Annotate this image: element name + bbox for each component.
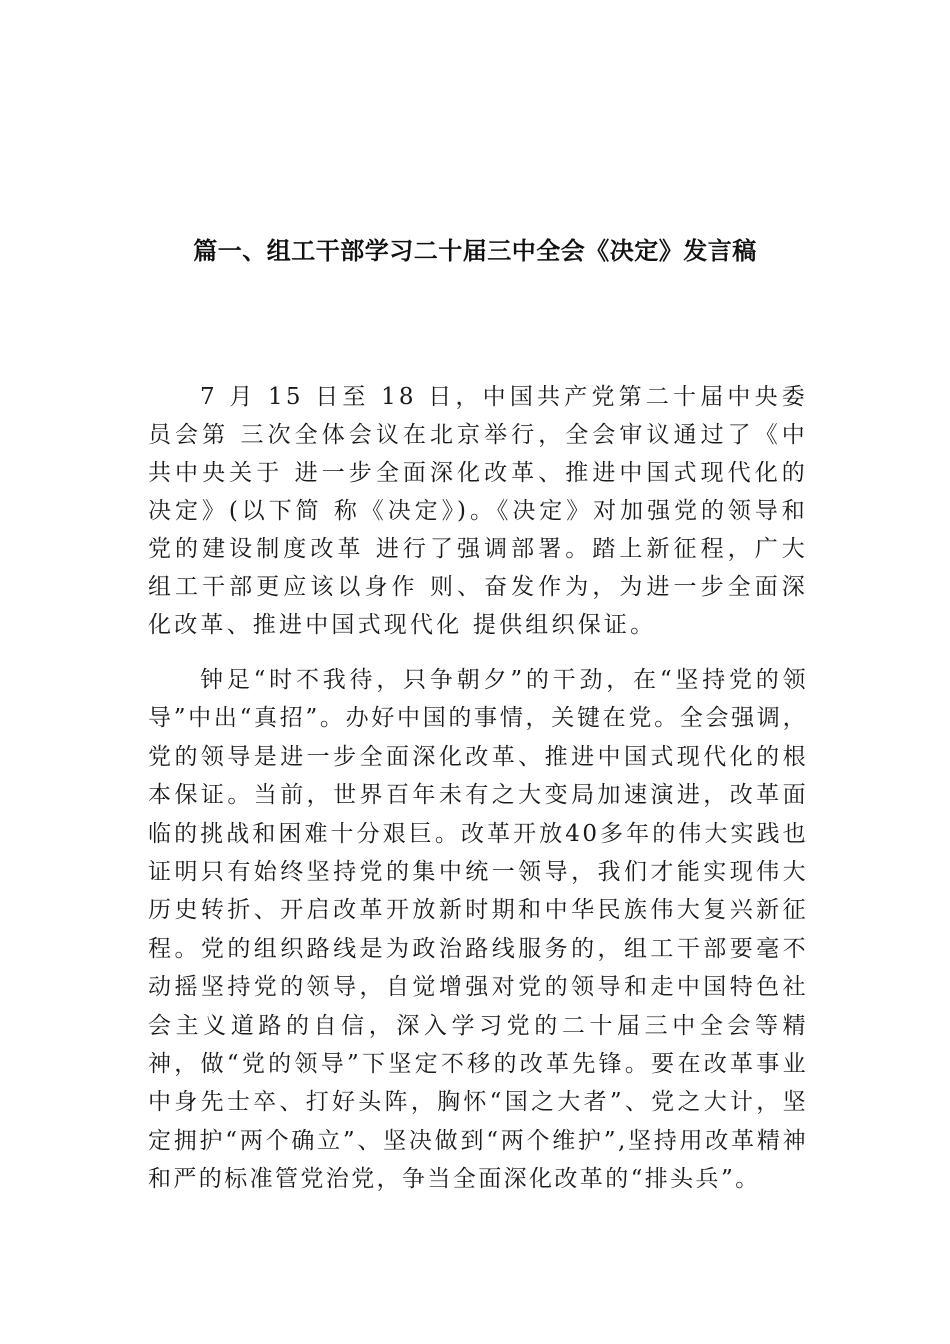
- paragraph-2: 钟足“时不我待，只争朝夕”的干劲，在“坚持党的领导”中出“真招”。办好中国的事情，关键在党。全会强调，党的领导是进一步全面深化改革、推进中国式现代化的根本保证。当前，世界百年未有之大变局加速演进，改革面临的挑战和困难十分艰巨。改革开放40多年的伟大实践也证明只有始终坚持党的集中统一领导，我们才能实现伟大历史转折、开启改革开放新时期和中华民族伟大复兴新征程。党的组织路线是为政治路线服务的，组工干部要毫不动摇坚持党的领导，自觉增强对党的领导和走中国特色社会主义道路的自信，深入学习党的二十届三中全会等精神，做“党的领导”下坚定不移的改革先锋。要在改革事业中身先士卒、打好头阵，胸怀“国之大者”、党之大计，坚定拥护“两个确立”、坚决做到“两个维护”,坚持用改革精神和严的标准管党治党，争当全面深化改革的“排头兵”。: [148, 667, 808, 1193]
- paragraph-1: 7 月 15 日至 18 日，中国共产党第二十届中央委员会第 三次全体会议在北京举行，全会审议通过了《中共中央关于 进一步全面深化改革、推进中国式现代化的决定》(以下简 称《决定》)。《决定》对加强党的领导和党的建设制度改革 进行了强调部署。踏上新征程，广大组工干部更应该以身作 则、奋发作为，为进一步全面深化改革、推进中国式现代化 提供组织保证。: [148, 384, 808, 638]
- document-body: [148, 378, 808, 1216]
- document-title: 篇一、组工干部学习二十届三中全会《决定》发言稿: [193, 237, 757, 266]
